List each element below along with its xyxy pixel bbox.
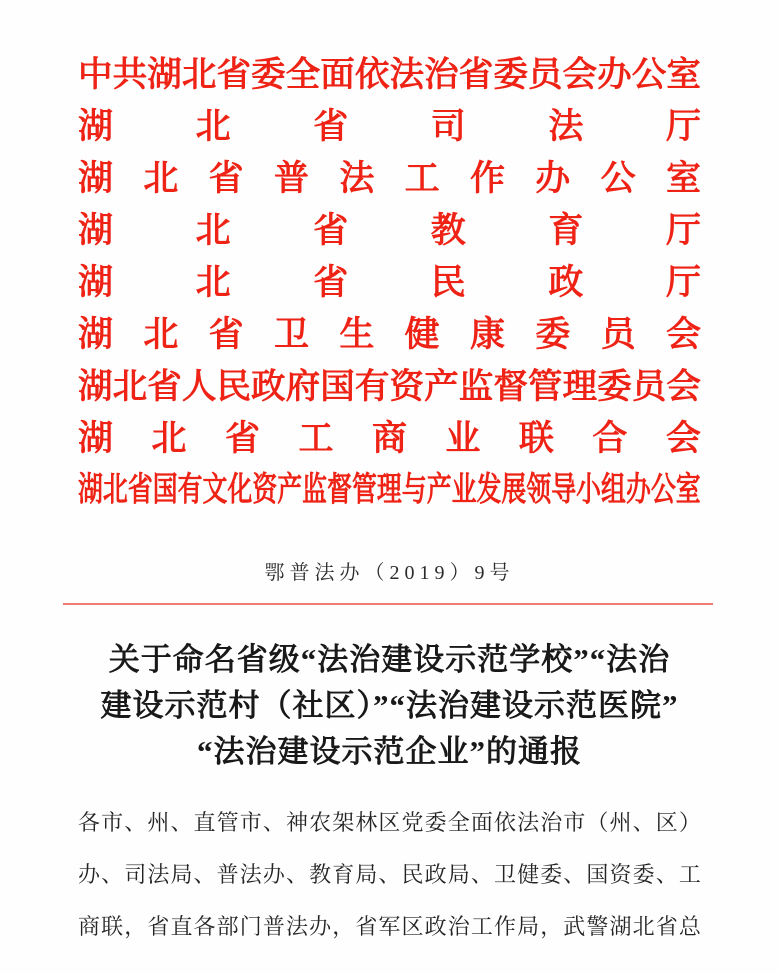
agency-line-5: 湖 北 省 民 政 厅 — [78, 263, 701, 302]
body-line-1: 各 市 、 州 、 直 管 市 、 神 农 架 林 区 党 委 全 面 依 法 治 市 （ 州 、 区 ） — [78, 810, 701, 835]
letterhead — [78, 0, 701, 517]
agency-line-7: 湖 北 省 人 民 政 府 国 有 资 产 监 督 管 理 委 员 会 — [78, 368, 701, 406]
body-line-2: 办 、 司 法 局 、 普 法 办 、 教 育 局 、 民 政 局 、 卫 健 委 、 国 资 委 、 工 — [78, 862, 701, 887]
title-line-2: 建设示范村（社区）”“法治建设示范医院” — [100, 688, 679, 723]
red-divider-line — [63, 603, 713, 605]
title-line-3: “法治建设示范企业”的通报 — [197, 734, 582, 769]
agency-line-2: 湖 北 省 司 法 厅 — [78, 107, 701, 146]
agency-line-6: 湖 北 省 卫 生 健 康 委 员 会 — [78, 315, 701, 354]
document-body — [78, 797, 701, 953]
title-line-1: 关于命名省级“法治建设示范学校”“法治 — [108, 642, 671, 677]
agency-line-4: 湖 北 省 教 育 厅 — [78, 211, 701, 250]
agency-line-9: 湖 北 省 国 有 文 化 资 产 监 督 管 理 与 产 业 发 展 领 导 小 组 办 公 室 — [78, 472, 701, 509]
document-number: 鄂普法办（2019）9号 — [264, 562, 515, 584]
agency-line-1: 中 共 湖 北 省 委 全 面 依 法 治 省 委 员 会 办 公 室 — [78, 56, 701, 94]
body-line-3: 商 联 ， 省 直 各 部 门 普 法 办 ， 省 军 区 政 治 工 作 局 ， 武 警 湖 北 省 总 — [78, 914, 701, 939]
agency-line-3: 湖 北 省 普 法 工 作 办 公 室 — [78, 159, 701, 198]
agency-line-8: 湖 北 省 工 商 业 联 合 会 — [78, 419, 701, 458]
document-title — [0, 637, 779, 775]
